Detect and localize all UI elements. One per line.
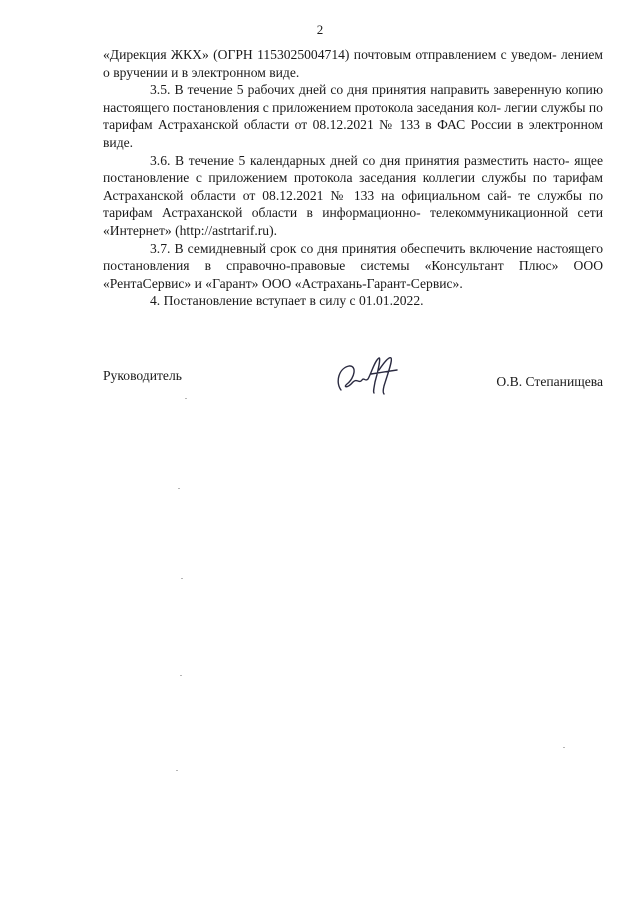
text-line: «Дирекция ЖКХ» (ОГРН 1153025004714) почтовым отправлением с уведом- xyxy=(103,47,557,62)
text-line: те службы по тарифам Астраханской области в информационно- xyxy=(103,187,604,221)
signature-block xyxy=(103,352,603,402)
paragraph-3-5 xyxy=(103,81,603,151)
text-line: копию настоящего постановления с приложением протокола заседания кол- xyxy=(103,82,603,115)
document-body xyxy=(103,46,603,310)
paragraph-4 xyxy=(103,292,603,310)
paragraph-recipients xyxy=(103,46,603,81)
text-line: настоящего постановления в справочно-правовые системы «Консультант xyxy=(103,240,603,274)
text-line: по тарифам Астраханской области от 08.12.2021 № 133 на официальном сай- xyxy=(103,170,603,203)
page-number: 2 xyxy=(316,22,324,37)
text-line: России в электронном виде. xyxy=(103,117,603,150)
scan-speck xyxy=(185,398,187,399)
scan-speck xyxy=(180,675,182,676)
signer-name: О.В. Степанищева xyxy=(496,374,603,389)
text-line: легии службы по тарифам Астраханской области от 08.12.2021 № 133 в ФАС xyxy=(103,99,603,133)
handwritten-signature-icon xyxy=(331,352,401,396)
text-line: лением о вручении и в электронном виде. xyxy=(103,47,603,80)
scan-speck xyxy=(176,770,178,771)
paragraph-3-7 xyxy=(103,240,603,293)
text-line: 3.5. В течение 5 рабочих дней со дня принятия направить заверенную xyxy=(150,82,562,98)
text-line: 3.7. В семидневный срок со дня принятия обеспечить включение xyxy=(150,240,533,256)
scan-speck xyxy=(563,747,565,748)
text-line: Плюс» ООО «РентаСервис» и «Гарант» ООО «Астрахань-Гарант-Сервис». xyxy=(103,258,604,291)
text-line: телекоммуникационной сети «Интернет» (http://astrtarif.ru). xyxy=(103,205,603,238)
paragraph-3-6 xyxy=(103,152,603,240)
text-line: 3.6. В течение 5 календарных дней со дня принятия разместить насто- xyxy=(150,152,570,168)
text-line: ящее постановление с приложением протокола заседания коллегии службы xyxy=(103,152,603,186)
signer-title: Руководитель xyxy=(103,368,182,383)
text-line: 4. Постановление вступает в силу с 01.01.2022. xyxy=(150,293,424,309)
scan-speck xyxy=(178,488,180,489)
scan-speck xyxy=(181,578,183,579)
